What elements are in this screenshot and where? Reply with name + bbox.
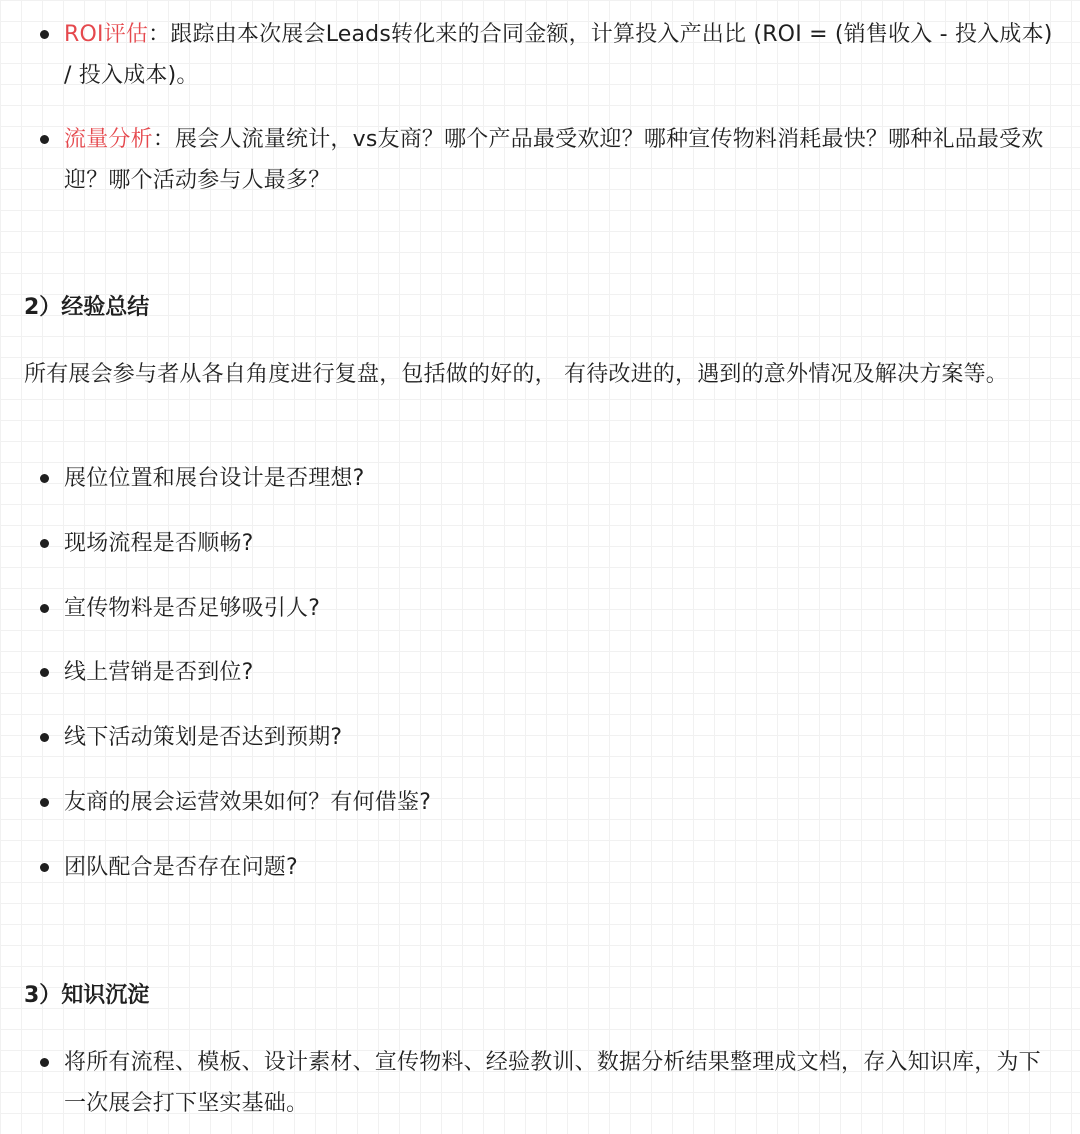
bullet-icon [40,539,49,548]
section-heading-experience: 2）经验总结 [24,295,150,320]
roi-colon: ： [148,22,171,47]
traffic-colon: ： [152,127,176,152]
roi-text: 跟踪由本次展会Leads转化来的合同金额，计算投入产出比 (ROI = (销售收入 - 投入成本) / 投入成本)。 [64,22,1053,88]
list-item-roi [64,14,1054,96]
list-item [64,652,1054,693]
list-item-knowledge [64,1042,1054,1124]
list-item [64,717,1054,758]
bullet-icon [40,604,49,613]
bullet-icon [40,135,49,144]
list-item [64,847,1054,888]
list-item-text: 展位位置和展台设计是否理想? [64,466,365,491]
list-item-traffic [64,119,1054,201]
section-heading-knowledge: 3）知识沉淀 [24,983,150,1008]
list-item-text: 线下活动策划是否达到预期? [64,725,343,750]
bullet-icon [40,733,49,742]
list-item [64,588,1054,629]
list-item [64,523,1054,564]
list-item [64,458,1054,499]
list-item-text: 线上营销是否到位? [64,660,254,685]
list-item-text: 团队配合是否存在问题? [64,855,298,880]
bullet-icon [40,474,49,483]
bullet-icon [40,30,49,39]
bullet-icon [40,798,49,807]
bullet-icon [40,1058,49,1067]
list-item-text: 友商的展会运营效果如何？有何借鉴? [64,790,432,815]
bullet-icon [40,863,49,872]
experience-paragraph: 所有展会参与者从各自角度进行复盘，包括做的好的， 有待改进的，遇到的意外情况及解决方案等。 [24,362,1008,387]
list-item-text: 现场流程是否顺畅? [64,531,254,556]
list-item-text: 将所有流程、模板、设计素材、宣传物料、经验教训、数据分析结果整理成文档，存入知识库，为下一次展会打下坚实基础。 [64,1050,1041,1116]
traffic-text: 展会人流量统计，vs友商？哪个产品最受欢迎？哪种宣传物料消耗最快？哪种礼品最受欢迎？哪个活动参与人最多？ [64,127,1044,193]
bullet-icon [40,668,49,677]
list-item-text: 宣传物料是否足够吸引人? [64,596,321,621]
traffic-label: 流量分析 [64,127,153,152]
list-item [64,782,1054,823]
roi-label: ROI评估 [64,22,149,47]
